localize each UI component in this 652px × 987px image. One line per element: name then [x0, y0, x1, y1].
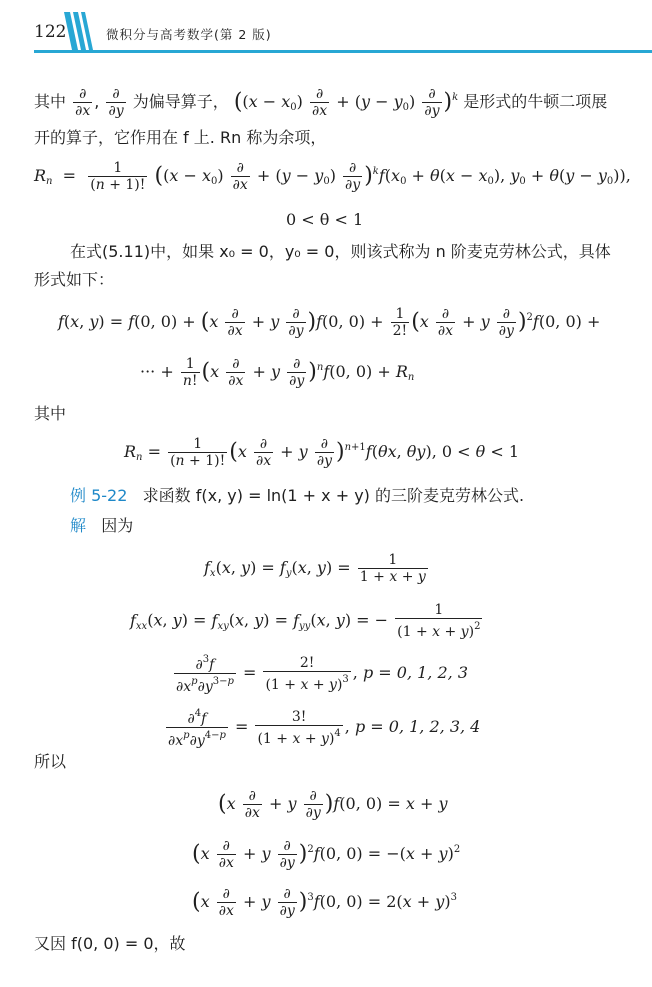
example-5-22 [70, 486, 524, 506]
operator-power-2: (x $\frac{\partial}{\partial x}$ + y $\frac{\partial}{\partial y}$ )$^2$f(0, $0) = -(x + y)^2$ [192, 838, 461, 871]
page-number: 122 [34, 22, 67, 42]
operator-power-3: (x $\frac{\partial}{\partial x}$ + y $\frac{\partial}{\partial y}$ )$^3$f(0, $0) = 2(x + y)^3$ [192, 886, 457, 919]
paragraph-line-3: 在式(5.11)中，如果 x₀ = 0，y₀ = 0，则该式称为 n 阶麦克劳林公式，具体 [70, 242, 611, 261]
paragraph-line-2: 开的算子，它作用在 f 上. Rn 称为余项， [34, 128, 327, 147]
header-stripes-decoration [64, 12, 104, 52]
first-partials: $f_x(x$, $y) = f_y(x$, y) = $\frac{1}{1 + x + y}$ [204, 552, 426, 585]
paragraph-line-4: 形式如下： [34, 270, 115, 289]
last-line: 又因 f(0, 0) = 0，故 [34, 934, 186, 953]
example-label: 例 5-22 [70, 486, 128, 505]
second-partials: $f_{xx}(x$, $y) = f_{xy}(x$, $y) = f_{yy}(x$, y) = − $\frac{1}{(1 + x + y)^2}$ [130, 602, 481, 640]
qizhong-label: 其中 [34, 404, 67, 423]
third-partials: $\frac{\partial^3f}{\partial x^p\partial y^{3-p}}$ = $\frac{2!}{(1 + x + y)^3}$ , p = 0, 1, 2, 3 [176, 654, 469, 695]
example-statement: 求函数 f(x, y) = ln(1 + x + y) 的三阶麦克劳林公式. [142, 486, 525, 505]
remainder-formula: $R_n$ = $\frac{1}{(n + 1)!}$ ($(x - x_0)$ $\frac{\partial}{\partial x}$ + $(y - y_0)$ $\frac{\partial}{\partial y}$ )$^kf(x_0 + \theta(x - x_0)$, $y_0 + \theta(y - y_0)$), [34, 160, 631, 193]
solution-line: 解 因为 [70, 516, 134, 535]
running-title: 微积分与高考数学(第 2 版) [106, 27, 272, 42]
maclaurin-formula-line-1: f(x, y) = f(0, 0) + (x $\frac{\partial}{\partial x}$ + y $\frac{\partial}{\partial y}$ )f(0, 0) + $\frac{1}{2!}$ (x $\frac{\partial}{\partial x}$ + y $\frac{\partial}{\partial y}$ )$^2$f(0, 0) + [58, 306, 601, 339]
paragraph-line-1: 其中 $\frac{\partial}{\partial x}$ , $\frac{\partial}{\partial y}$ 为偏导算子， ($(x - x_0)$ $\frac{\partial}{\partial x}$ + $(y - y_0)$ $\frac{\partial}{\partial y}$ )$^k$ 是形式的牛顿二项展 [34, 86, 608, 119]
operator-power-1: (x $\frac{\partial}{\partial x}$ + y $\frac{\partial}{\partial y}$ )f(0, 0) = x + y [218, 788, 448, 821]
maclaurin-formula-line-2: ··· + $\frac{1}{n!}$ (x $\frac{\partial}{\partial x}$ + y $\frac{\partial}{\partial y}$ )$^n$f(0, $0) + R_n$ [140, 356, 415, 389]
remainder-formula-maclaurin: $R_n$ = $\frac{1}{(n + 1)!}$ (x $\frac{\partial}{\partial x}$ + y $\frac{\partial}{\partial y}$ )$^{n+1}$f(θx, θy), 0 < θ < 1 [124, 436, 520, 469]
header-rule [34, 50, 652, 53]
suoyi-label: 所以 [34, 752, 67, 771]
fourth-partials: $\frac{\partial^4f}{\partial x^p\partial y^{4-p}}$ = $\frac{3!}{(1 + x + y)^4}$ , p = 0, 1, 2, 3, 4 [168, 708, 481, 749]
theta-condition: 0 < θ < 1 [286, 210, 364, 229]
page-header [0, 0, 652, 56]
solution-label: 解 [70, 516, 87, 535]
